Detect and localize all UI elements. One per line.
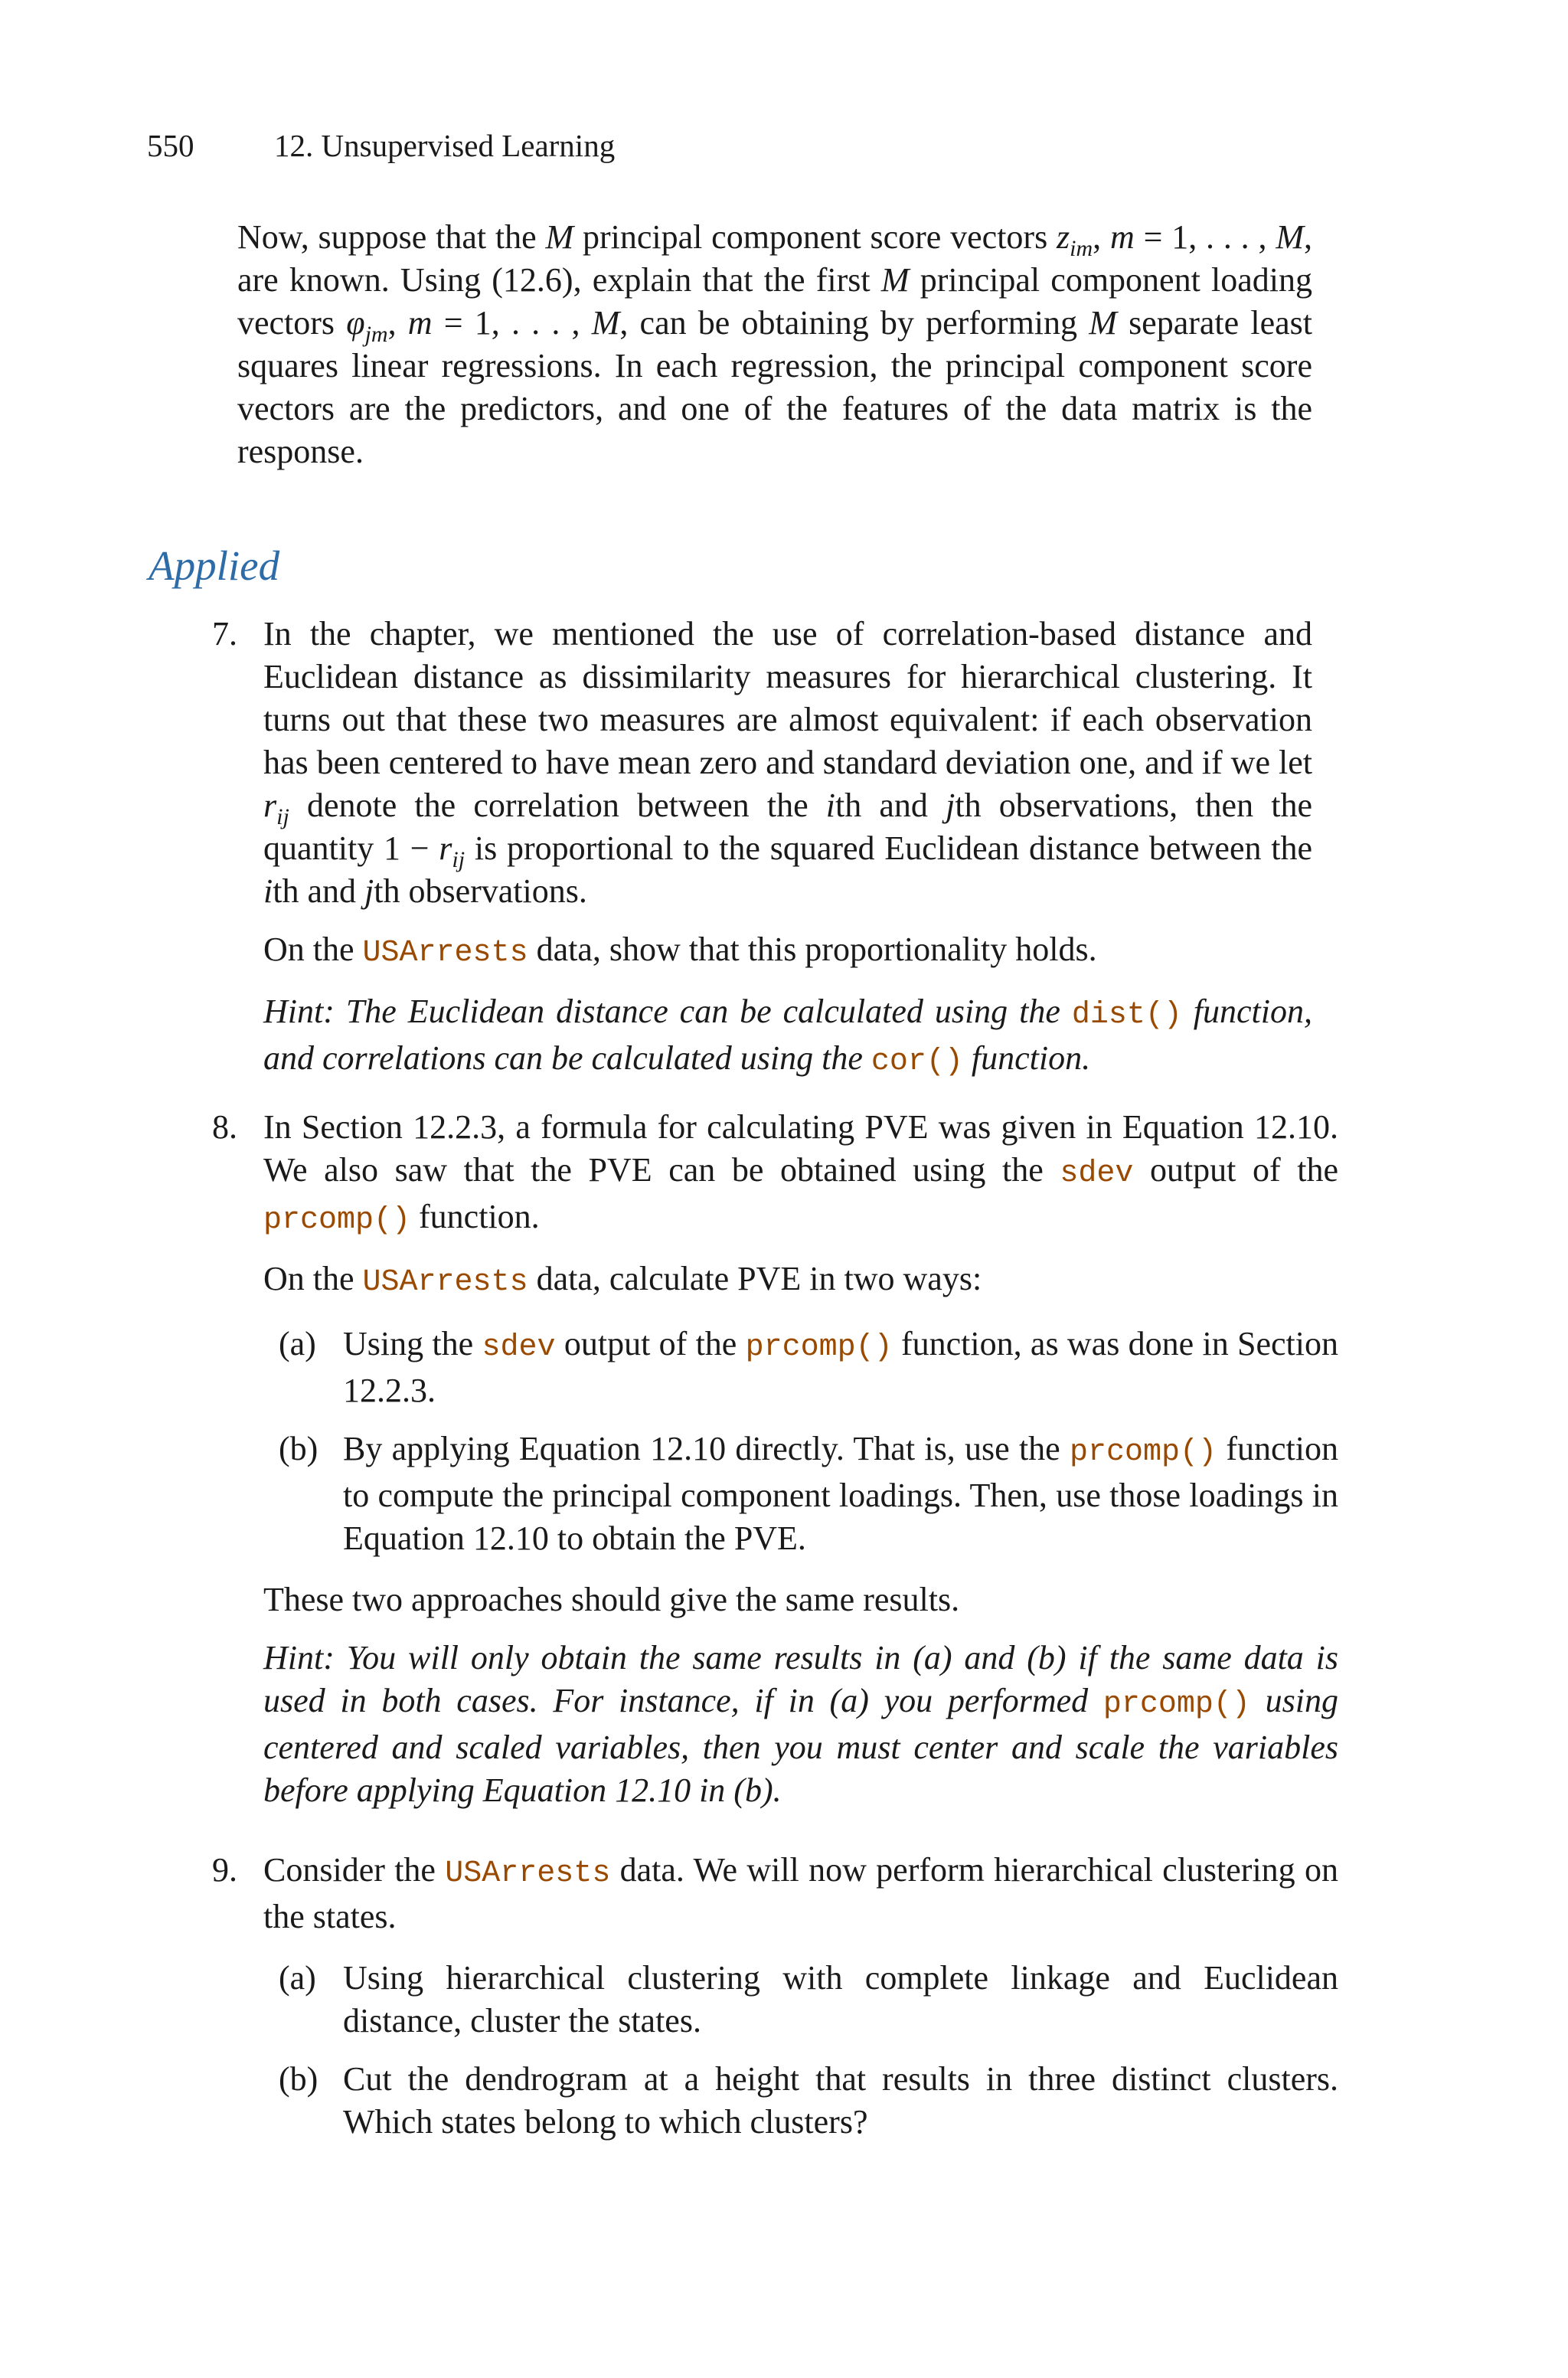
exercise-8-task: On the USArrests data, calculate PVE in two ways:: [263, 1260, 982, 1300]
exercise-7-hint: Hint: The Euclidean distance can be calculated using the dist() function, and correlations can be calculated using the cor() function.: [263, 993, 1312, 1079]
running-head: [147, 124, 615, 167]
exercise-number: 7.: [212, 615, 237, 653]
subpart-a: (a) Using hierarchical clustering with complete linkage and Euclidean distance, cluster the states.: [279, 1959, 1338, 2039]
exercise-8: [147, 1106, 1338, 1812]
exercise-7-task: On the USArrests data, show that this proportionality holds.: [263, 931, 1097, 970]
exercise-7: [147, 613, 1312, 1084]
code-cor: cor(): [871, 1045, 963, 1079]
exercise-9-paragraph: Consider the USArrests data. We will now perform hierarchical clustering on the states.: [263, 1851, 1338, 1935]
page-number: 550: [147, 128, 194, 163]
code-prcomp: prcomp(): [1070, 1435, 1217, 1470]
code-prcomp: prcomp(): [745, 1330, 893, 1365]
exercise-number: 8.: [212, 1108, 237, 1146]
code-prcomp: prcomp(): [1102, 1687, 1250, 1722]
code-sdev: sdev: [482, 1330, 556, 1365]
exercise-9: [147, 1849, 1338, 2162]
exercise-8-note: These two approaches should give the same results.: [263, 1581, 960, 1618]
code-prcomp: prcomp(): [263, 1203, 411, 1238]
code-dist: dist(): [1071, 998, 1182, 1032]
exercise-9-subparts: [263, 1957, 1338, 2144]
subpart-b: (b) By applying Equation 12.10 directly. That is, use the prcomp() function to compute the principal component loadings. Then, use those loadings in Equation 12.10 to obtain the PVE.: [279, 1430, 1338, 1557]
code-usarrests: USArrests: [445, 1856, 611, 1891]
exercise-8-subparts: [263, 1323, 1338, 1560]
exercise-number: 9.: [212, 1851, 237, 1889]
code-usarrests: USArrests: [362, 1265, 528, 1300]
section-heading-applied: Applied: [149, 542, 280, 589]
exercise-8-hint: Hint: You will only obtain the same results in (a) and (b) if the same data is used in both cases. For instance, if in (a) you performed prcomp() using centered and scaled variables, then you must center and scale the variables before applying Equation 12.10 in (b).: [263, 1639, 1338, 1809]
exercise-7-paragraph: In the chapter, we mentioned the use of correlation-based distance and Euclidean distance as dissimilarity measures for hierarchical clustering. It turns out that these two measures are almost equivalent: if each observation has been centered to have mean zero and standard deviation one, and if we let $r_{ij}$ denote the correlation between the ith and jth observations, then the quantity $1 - r_{ij}$ is proportional to the squared Euclidean distance between the ith and jth observations.: [263, 615, 1312, 910]
subpart-b: (b) Cut the dendrogram at a height that results in three distinct clusters. Which states belong to which clusters?: [279, 2060, 1338, 2141]
continued-paragraph: Now, suppose that the M principal component score vectors $z_{im}$, m = 1, . . . , M, are known. Using (12.6), explain that the first M principal component loading vectors $\varphi_{jm}$, m = 1, . . . , M, can be obtaining by performing M separate least squares linear regressions. In each regression, the principal component score vectors are the predictors, and one of the features of the data matrix is the response.: [237, 218, 1313, 470]
subpart-a: (a) Using the sdev output of the prcomp() function, as was done in Section 12.2.3.: [279, 1325, 1338, 1409]
chapter-title: 12. Unsupervised Learning: [274, 128, 616, 163]
code-usarrests: USArrests: [362, 936, 528, 970]
exercise-8-paragraph: In Section 12.2.3, a formula for calculating PVE was given in Equation 12.10. We also saw that the PVE can be obtained using the sdev output of the prcomp() function.: [263, 1108, 1338, 1238]
code-sdev: sdev: [1060, 1156, 1134, 1191]
